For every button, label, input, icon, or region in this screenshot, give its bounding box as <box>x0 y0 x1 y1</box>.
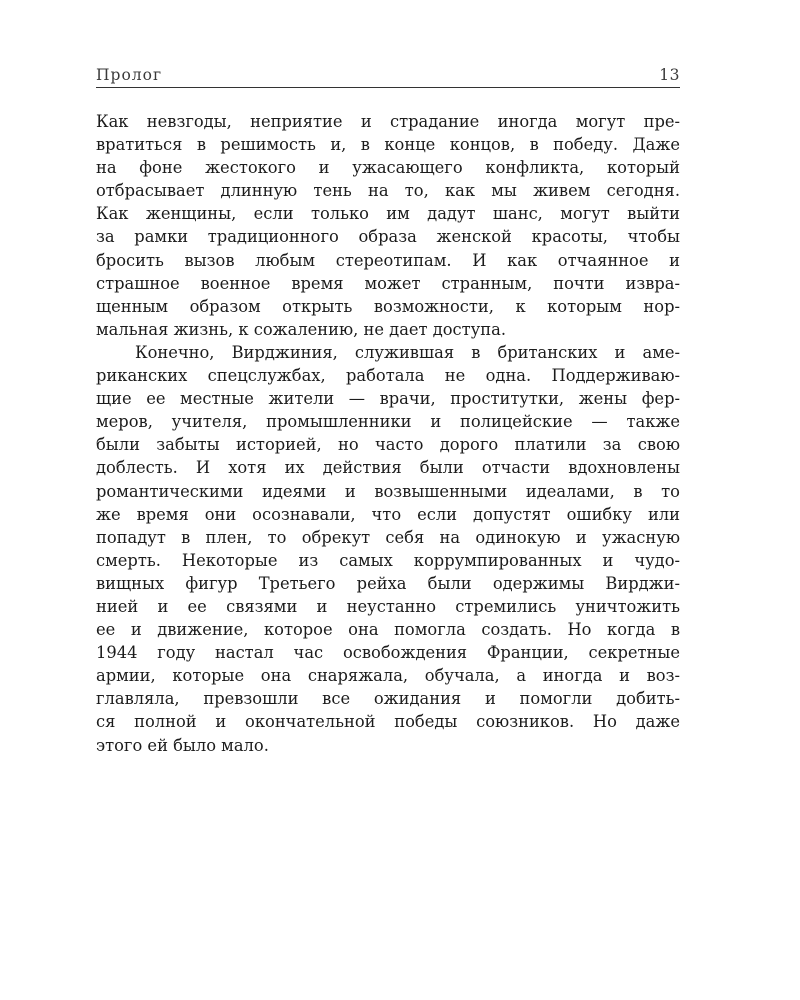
text-line: нией и ее связями и неустанно стремились уничтожить <box>96 596 680 616</box>
text-line: смерть. Некоторые из самых коррумпированных и чудо- <box>96 550 680 570</box>
book-page <box>96 66 680 757</box>
text-line: ся полной и окончательной победы союзников. Но даже <box>96 712 680 732</box>
text-line: попадут в плен, то обрекут себя на одинокую и ужасную <box>96 527 680 547</box>
text-line: этого ей было мало. <box>96 735 269 755</box>
text-line: вратиться в решимость и, в конце концов, в победу. Даже <box>96 135 680 155</box>
text-line: риканских спецслужбах, работала не одна. Поддерживаю- <box>96 366 680 386</box>
text-line: Как женщины, если только им дадут шанс, могут выйти <box>96 204 680 224</box>
text-line: же время они осознавали, что если допустят ошибку или <box>96 504 680 524</box>
chapter-title: Пролог <box>96 66 163 84</box>
text-line: на фоне жестокого и ужасающего конфликта, который <box>96 158 680 178</box>
text-line: доблесть. И хотя их действия были отчасти вдохновлены <box>96 458 680 478</box>
text-line: меров, учителя, промышленники и полицейские — также <box>96 412 680 432</box>
text-line: ее и движение, которое она помогла создать. Но когда в <box>96 620 680 640</box>
text-line: романтическими идеями и возвышенными идеалами, в то <box>96 481 680 501</box>
text-line: Как невзгоды, неприятие и страдание иногда могут пре- <box>96 112 680 131</box>
running-header <box>96 66 680 88</box>
text-line: щие ее местные жители — врачи, проститутки, жены фер- <box>96 389 680 409</box>
text-line: щенным образом открыть возможности, к которым нор- <box>96 296 680 316</box>
text-line: отбрасывает длинную тень на то, как мы живем сегодня. <box>96 181 680 201</box>
body-text <box>96 110 680 757</box>
text-line: армии, которые она снаряжала, обучала, а иногда и воз- <box>96 666 680 686</box>
paragraph-1 <box>96 110 680 341</box>
text-line: главляла, превзошли все ожидания и помогли добить- <box>96 689 680 709</box>
page-number: 13 <box>659 66 680 84</box>
paragraph-2 <box>96 341 680 757</box>
text-line: бросить вызов любым стереотипам. И как отчаянное и <box>96 250 680 270</box>
text-line: были забыты историей, но часто дорого платили за свою <box>96 435 680 455</box>
text-line: Конечно, Вирджиния, служившая в британских и аме- <box>135 342 680 362</box>
text-line: мальная жизнь, к сожалению, не дает доступа. <box>96 319 506 339</box>
text-line: вищных фигур Третьего рейха были одержимы Вирджи- <box>96 573 680 593</box>
text-line: за рамки традиционного образа женской красоты, чтобы <box>96 227 680 247</box>
text-line: страшное военное время может странным, почти извра- <box>96 273 680 293</box>
text-line: 1944 году настал час освобождения Франции, секретные <box>96 643 680 663</box>
